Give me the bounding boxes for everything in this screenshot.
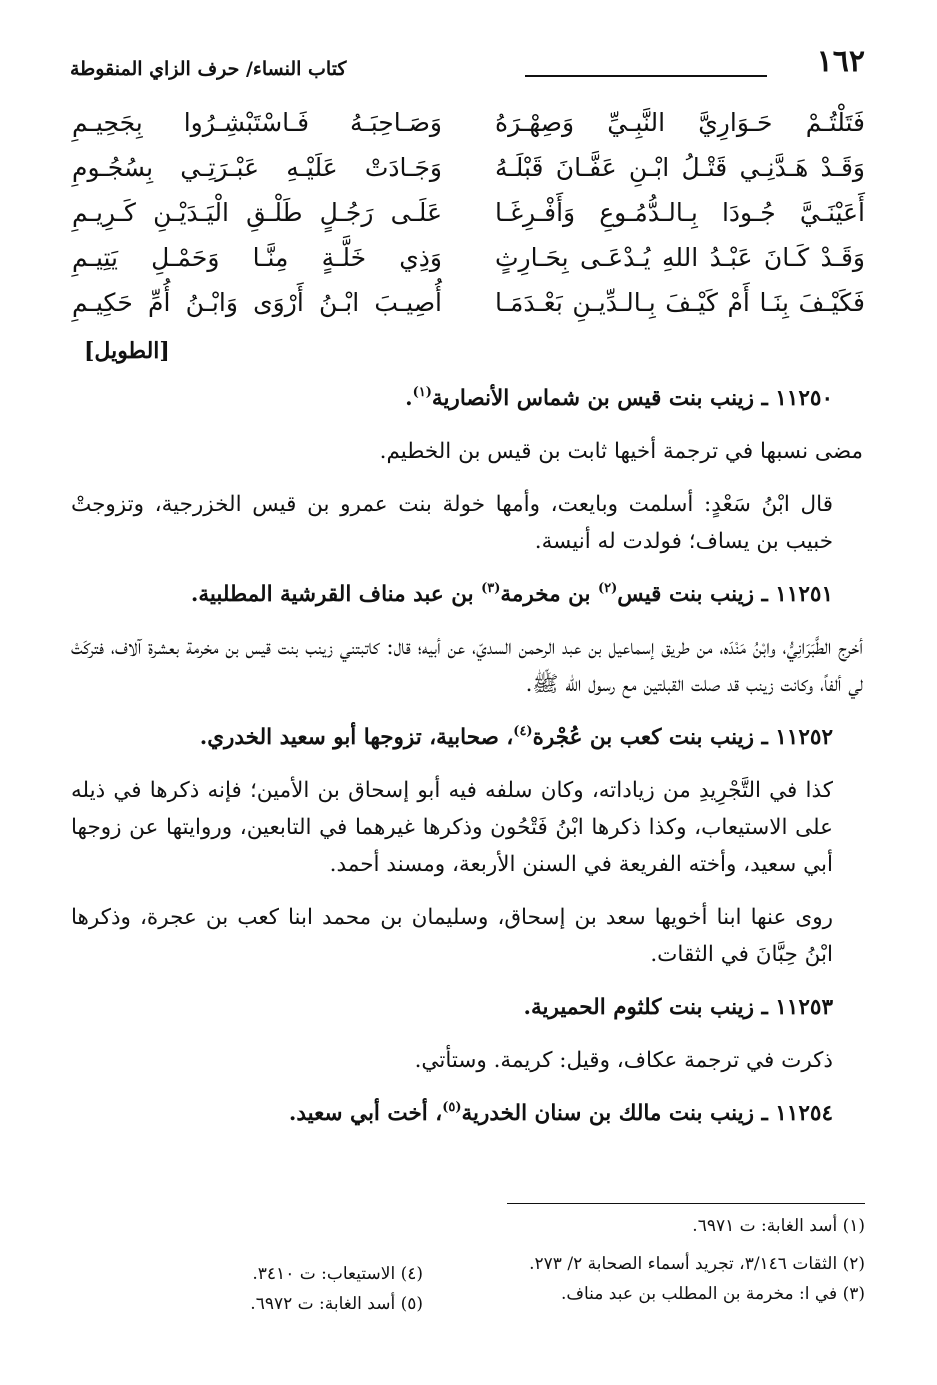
verse-second-hemistich: وَصَـاحِبَـهُ فَـاسْتَبْشِـرُوا بِجَحِيـمِ	[72, 108, 442, 137]
entry-heading	[71, 1095, 863, 1132]
footnote: (٥) أسد الغابة: ت ٦٩٧٢.	[250, 1294, 423, 1314]
verse-second-hemistich: عَلَـى رَجُـلٍ طَلْـقِ الْيَـدَيْـنِ كَـرِيـمِ	[72, 198, 442, 227]
header-rule	[525, 75, 767, 77]
footnote-ref: (٣)	[481, 581, 501, 596]
paragraph: مضى نسبها في ترجمة أخيها ثابت بن قيس بن الخطيم.	[379, 439, 863, 464]
entry-title-tail: ، أخت أبي سعيد.	[288, 1101, 443, 1126]
verse-first-hemistich: فَتَلْتُـمْ حَـوَارِيَّ النَّبِـيِّ وَصِهْـرَهُ	[495, 108, 865, 137]
verse	[72, 153, 865, 198]
footnote-ref: (٤)	[513, 724, 533, 739]
poem-meter: [الطويل]	[84, 338, 170, 364]
verse-first-hemistich: فَكَيْـفَ بِنَـا أَمْ كَيْـفَ بِـالـدِّيـنِ بَعْـدَمَـا	[495, 288, 865, 317]
footnote: (٢) الثقات ٣/١٤٦، تجريد أسماء الصحابة ٢/ ٢٧٣.	[529, 1254, 865, 1274]
verse	[72, 108, 865, 153]
entry-title: بن مخرمة	[500, 582, 598, 607]
entry-title-tail: .	[405, 386, 413, 411]
footnote-ref: (٢)	[597, 581, 618, 596]
entry-heading	[71, 719, 863, 756]
entry-title: ١١٢٥٢ ـ زينب بنت كعب بن عُجْرة	[532, 725, 833, 750]
paragraph: أخرج الطَّبَرَانِيُّ، وابْنُ مَنْدَه، من طريق إسماعيل بن عبد الرحمن السديّ، عن أبيه؛ قال: كاتبتني زينب بنت قيس بن مخرمة بعشرة آلاف، فتركَتْ لي ألفاً، وكانت زينب قد صلت القبلتين مع رسول الله ﷺ.	[71, 635, 863, 697]
entry-heading	[71, 576, 863, 613]
running-title: كتاب النساء/ حرف الزاي المنقوطة	[70, 58, 347, 80]
entry-heading: ١١٢٥٣ ـ زينب بنت كلثوم الحميرية.	[523, 995, 833, 1020]
verse	[72, 243, 865, 288]
poem	[72, 108, 865, 333]
entry-title: ١١٢٥١ ـ زينب بنت قيس	[617, 582, 833, 607]
verse	[72, 288, 865, 333]
footnote-rule	[507, 1203, 865, 1204]
entry-title-tail: ، صحابية، تزوجها أبو سعيد الخدري.	[199, 725, 514, 750]
footnote-ref: (٥)	[442, 1100, 462, 1115]
entry-title-tail: بن عبد مناف القرشية المطلبية.	[190, 582, 482, 607]
verse-first-hemistich: وَقَـدْ كَـانَ عَبْـدُ اللهِ يُـدْعَـى بِحَـارِثٍ	[495, 243, 865, 272]
footnote: (٣) في ا: مخرمة بن المطلب بن عبد مناف.	[560, 1284, 865, 1304]
verse-first-hemistich: وَقَـدْ هَـدَّنِـي قَتْـلُ ابْـنِ عَفَّـانَ قَبْلَـهُ	[495, 153, 865, 182]
footnote: (٤) الاستيعاب: ت ٣٤١٠.	[252, 1264, 423, 1284]
verse-second-hemistich: وَجَـادَتْ عَلَيْـهِ عَبْـرَتِـي بِسُجُـومِ	[72, 153, 442, 182]
paragraph: كذا في التَّجْرِيدِ من زياداته، وكان سلفه فيه أبو إسحاق بن الأمين؛ فإنه ذكرها في ذيله على الاستيعاب، وكذا ذكرها ابْنُ فَتْحُون وذكرها غيرهما في التابعين، وروايتها عن زوجها أبي سعيد، وأخته الفريعة في السنن الأربعة، ومسند أحمد.	[71, 778, 833, 877]
footnote-ref: (١)	[412, 385, 432, 400]
page-header	[70, 44, 865, 84]
paragraph: ذكرت في ترجمة عكاف، وقيل: كريمة. وستأتي.	[414, 1048, 833, 1073]
entry-heading	[71, 380, 863, 417]
footnote: (١) أسد الغابة: ت ٦٩٧١.	[692, 1216, 865, 1236]
entry-title: ١١٢٥٠ ـ زينب بنت قيس بن شماس الأنصارية	[431, 386, 833, 411]
verse-second-hemistich: أُصِيـبَ ابْـنُ أَرْوَى وَابْـنُ أُمِّ حَكِيـمِ	[72, 288, 442, 317]
page-number: ١٦٢	[816, 44, 865, 79]
verse-first-hemistich: أَعَيْنَـيَّ جُـودَا بِـالـدُّمُـوعِ وَأَفْـرِغَـا	[495, 198, 865, 227]
body-text	[71, 380, 863, 1148]
verse	[72, 198, 865, 243]
paragraph: قال ابْنُ سَعْدٍ: أسلمت وبايعت، وأمها خولة بنت عمرو بن قيس الخزرجية، وتزوجتْ خبيب بن يساف؛ فولدت له أنيسة.	[71, 492, 833, 554]
verse-second-hemistich: وَذِي خَلَّـةٍ مِنَّـا وَحَمْـلِ يَتِيـمِ	[72, 243, 442, 272]
paragraph: روى عنها ابنا أخويها سعد بن إسحاق، وسليمان بن محمد ابنا كعب بن عجرة، وذكرها ابْنُ حِبَّانَ في الثقات.	[71, 905, 833, 967]
entry-title: ١١٢٥٤ ـ زينب بنت مالك بن سنان الخدرية	[461, 1101, 833, 1126]
